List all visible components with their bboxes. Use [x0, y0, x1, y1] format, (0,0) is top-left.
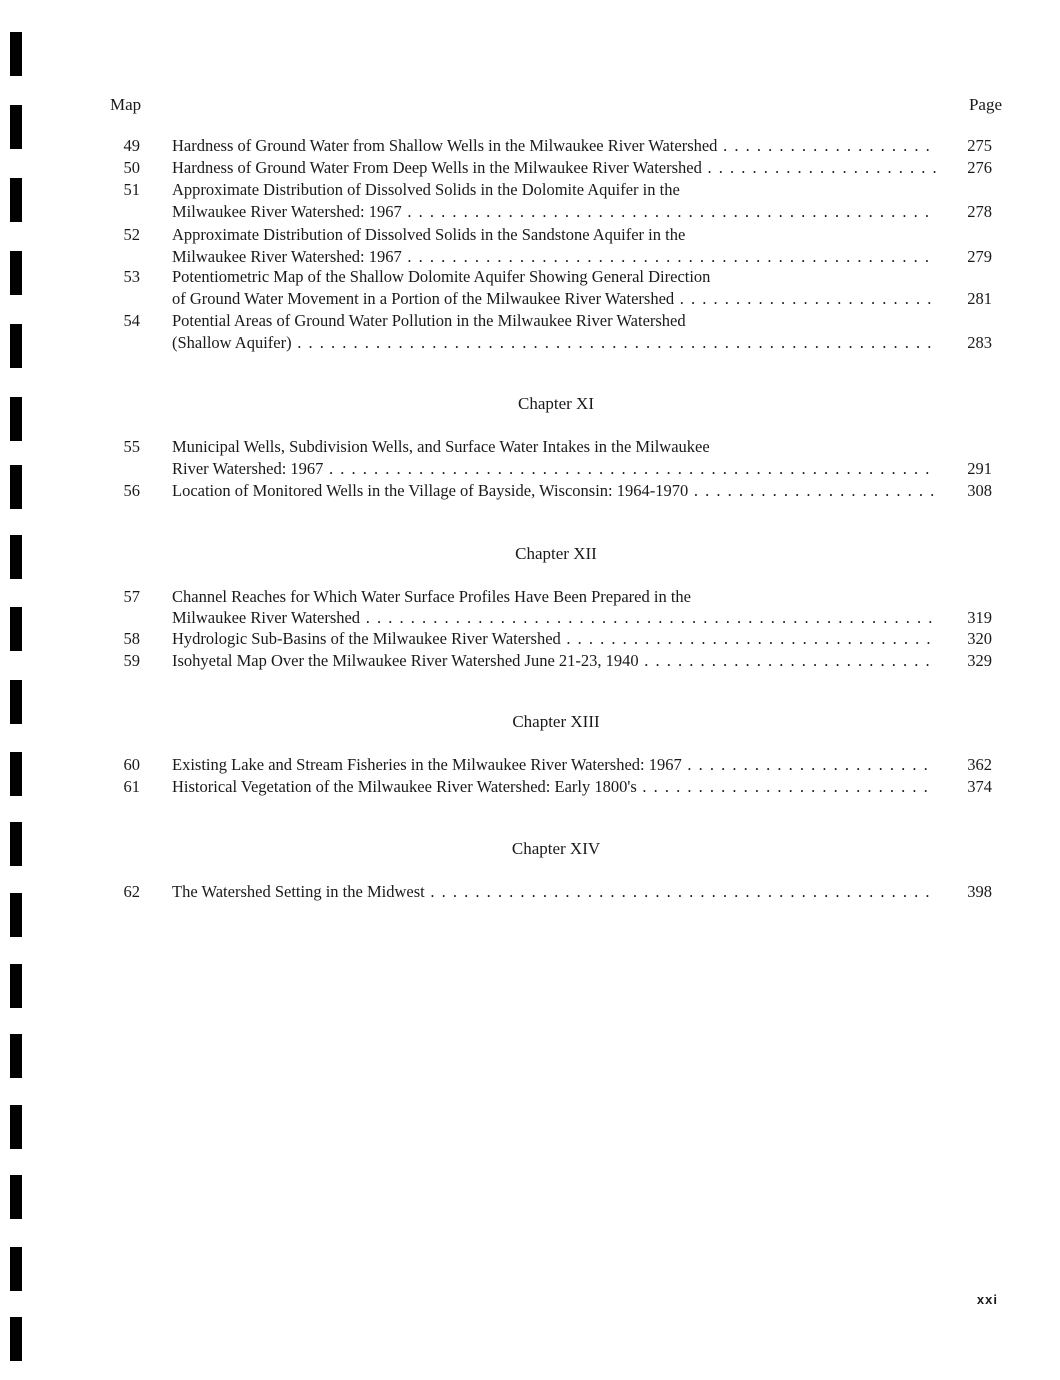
toc-entry[interactable] [110, 266, 1002, 288]
map-number: 58 [123, 629, 140, 648]
chapter-heading: Chapter XI [517, 394, 594, 413]
page-number: 291 [967, 459, 992, 478]
page-number: 276 [967, 158, 992, 177]
map-title: Approximate Distribution of Dissolved Solids in the Sandstone Aquifer in the [172, 225, 686, 244]
map-title: The Watershed Setting in the Midwest . . . [172, 881, 936, 903]
binding-mark [10, 1105, 22, 1149]
map-title-continued: Milwaukee River Watershed . . . [172, 607, 936, 629]
page-number: 278 [967, 202, 992, 221]
map-title: Existing Lake and Stream Fisheries in the Milwaukee River Watershed: 1967 . . . [172, 754, 936, 776]
page-number: 279 [967, 247, 992, 266]
binding-mark [10, 251, 22, 295]
map-title: Hydrologic Sub-Basins of the Milwaukee River Watershed . . . [172, 628, 936, 650]
page-number: 329 [967, 651, 992, 670]
toc-entry-continuation[interactable] [110, 332, 1002, 354]
map-title: Location of Monitored Wells in the Village of Bayside, Wisconsin: 1964-1970 . . . [172, 480, 936, 502]
chapter-heading: Chapter XIII [512, 712, 600, 731]
toc-entry[interactable] [110, 650, 1002, 672]
map-title: Hardness of Ground Water From Deep Wells in the Milwaukee River Watershed . . . [172, 157, 936, 179]
map-title: Historical Vegetation of the Milwaukee River Watershed: Early 1800's . . . [172, 776, 936, 798]
toc-entry-continuation[interactable] [110, 458, 1002, 480]
page-number: 281 [967, 289, 992, 308]
map-title-continued: of Ground Water Movement in a Portion of the Milwaukee River Watershed . . . [172, 288, 936, 310]
binding-mark [10, 680, 22, 724]
binding-mark [10, 465, 22, 509]
page-number: 319 [967, 608, 992, 627]
binding-mark [10, 1247, 22, 1291]
toc-entry[interactable] [110, 436, 1002, 458]
binding-mark [10, 752, 22, 796]
toc-entry[interactable] [110, 480, 1002, 502]
chapter-heading: Chapter XIV [511, 839, 601, 858]
toc-entry[interactable] [110, 135, 1002, 157]
map-number: 60 [123, 755, 140, 774]
page-folio: xxi [976, 1292, 998, 1307]
toc-entry[interactable] [110, 157, 1002, 179]
page-number: 320 [967, 629, 992, 648]
binding-mark [10, 105, 22, 149]
binding-mark [10, 397, 22, 441]
binding-mark [10, 32, 22, 76]
binding-mark [10, 822, 22, 866]
page-number: 308 [967, 481, 992, 500]
page-number: 374 [967, 777, 992, 796]
toc-entry[interactable] [110, 628, 1002, 650]
column-header-map: Map [110, 95, 142, 114]
map-title: Channel Reaches for Which Water Surface Profiles Have Been Prepared in the [172, 587, 691, 606]
map-number: 52 [123, 225, 140, 244]
map-number: 62 [123, 882, 140, 901]
binding-mark [10, 535, 22, 579]
toc-entry[interactable] [110, 881, 1002, 903]
binding-mark [10, 607, 22, 651]
map-title: Hardness of Ground Water from Shallow Wells in the Milwaukee River Watershed . . . [172, 135, 936, 157]
map-number: 56 [123, 481, 140, 500]
map-title: Municipal Wells, Subdivision Wells, and Surface Water Intakes in the Milwaukee [172, 437, 710, 456]
chapter-heading: Chapter XII [515, 544, 597, 563]
map-number: 49 [123, 136, 140, 155]
toc-entry[interactable] [110, 776, 1002, 798]
page-number: 283 [967, 333, 992, 352]
map-number: 61 [123, 777, 140, 796]
toc-entry-continuation[interactable] [110, 246, 1002, 268]
map-title-continued: Milwaukee River Watershed: 1967 . . . [172, 201, 936, 223]
toc-entry[interactable] [110, 179, 1002, 201]
toc-entry[interactable] [110, 754, 1002, 776]
toc-entry-continuation[interactable] [110, 201, 1002, 223]
binding-mark [10, 964, 22, 1008]
binding-mark [10, 178, 22, 222]
map-title: Approximate Distribution of Dissolved Solids in the Dolomite Aquifer in the [172, 180, 680, 199]
map-number: 54 [123, 311, 140, 330]
map-title-continued: (Shallow Aquifer) . . . [172, 332, 936, 354]
binding-mark [10, 1175, 22, 1219]
map-number: 57 [123, 587, 140, 606]
page-number: 398 [967, 882, 992, 901]
toc-entry-continuation[interactable] [110, 288, 1002, 310]
map-title: Potential Areas of Ground Water Pollution in the Milwaukee River Watershed [172, 311, 686, 330]
map-title: Potentiometric Map of the Shallow Dolomite Aquifer Showing General Direction [172, 267, 711, 286]
toc-entry[interactable] [110, 224, 1002, 246]
map-title-continued: River Watershed: 1967 . . . [172, 458, 936, 480]
binding-mark [10, 893, 22, 937]
map-title: Isohyetal Map Over the Milwaukee River Watershed June 21-23, 1940 . . . [172, 650, 936, 672]
column-header-page: Page [968, 95, 1002, 114]
map-number: 51 [123, 180, 140, 199]
map-number: 59 [123, 651, 140, 670]
map-number: 50 [123, 158, 140, 177]
page-number: 275 [967, 136, 992, 155]
toc-entry[interactable] [110, 586, 1002, 608]
toc-entry[interactable] [110, 310, 1002, 332]
binding-mark [10, 1317, 22, 1361]
toc-entry-continuation[interactable] [110, 607, 1002, 629]
map-number: 53 [123, 267, 140, 286]
map-number: 55 [123, 437, 140, 456]
binding-mark [10, 1034, 22, 1078]
page-number: 362 [967, 755, 992, 774]
map-title-continued: Milwaukee River Watershed: 1967 . . . [172, 246, 936, 268]
binding-mark [10, 324, 22, 368]
